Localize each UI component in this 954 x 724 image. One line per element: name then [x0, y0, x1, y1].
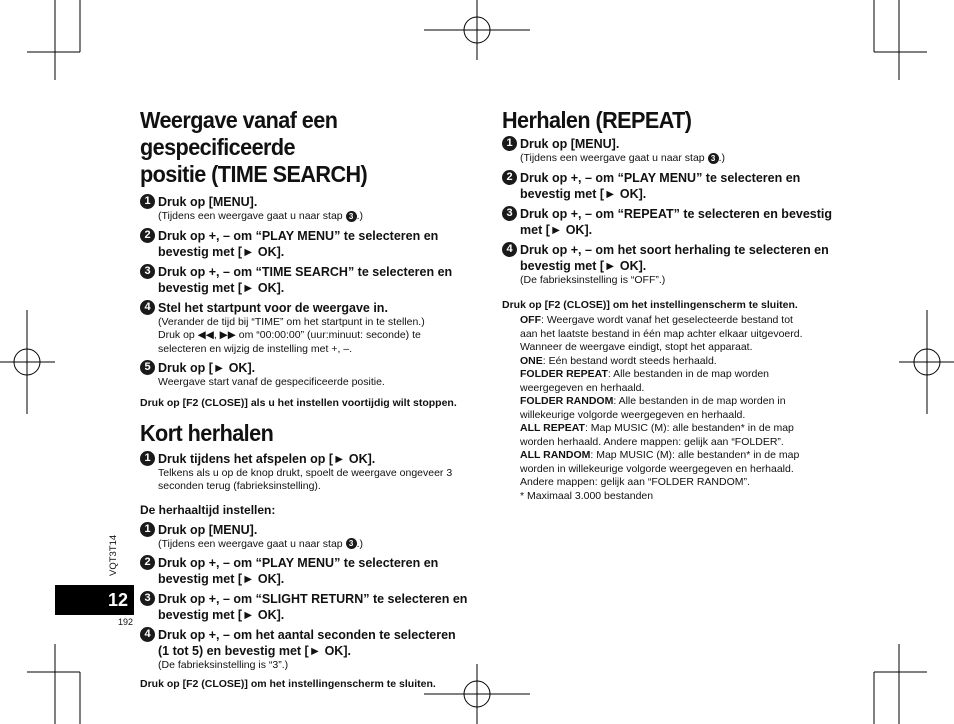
step-number: 1	[140, 194, 155, 209]
rp-step-4	[502, 242, 854, 288]
step-number: 1	[140, 451, 155, 466]
step-title: Druk op [► OK].	[158, 361, 256, 375]
step-number: 2	[502, 170, 517, 185]
step-title: Druk op +, – om “PLAY MENU” te selecteren en bevestig met [► OK].	[158, 556, 439, 586]
rt-step-4	[140, 627, 490, 673]
rt-step-1	[140, 522, 490, 552]
page-tab	[55, 585, 134, 615]
step-title: Druk op [MENU].	[520, 137, 620, 151]
option-folder-repeat: FOLDER REPEAT: Alle bestanden in de map worden weergegeven en herhaald.	[520, 368, 770, 394]
step-note: (Tijdens een weergave gaat u naar stap 3 .)	[158, 210, 363, 222]
title-line-1: Weergave vanaf een gespecificeerde	[140, 107, 338, 160]
footnote: * Maximaal 3.000 bestanden	[520, 489, 654, 502]
step-number: 1	[502, 136, 517, 151]
step-number: 2	[140, 555, 155, 570]
repeat-options	[502, 314, 854, 503]
rp-step-3	[502, 206, 854, 238]
rp-step-2	[502, 170, 854, 202]
page-number: 192	[118, 617, 134, 627]
step-number: 3	[502, 206, 517, 221]
step-ref-icon: 3	[708, 153, 719, 164]
step-title: Druk op [MENU].	[158, 522, 258, 537]
step-note: (De fabrieksinstelling is “3”.)	[158, 659, 289, 671]
step-number: 3	[140, 591, 155, 606]
step-number: 5	[140, 360, 155, 375]
step-note: Weergave start vanaf de gespecificeerde positie.	[158, 376, 385, 388]
option-off: OFF: Weergave wordt vanaf het geselecteerde bestand tot aan het laatste bestand in één map achter elkaar uitgevoerd. Wanneer de weergave eindigt, stopt het apparaat.	[520, 314, 803, 353]
step-title: Druk op +, – om “TIME SEARCH” te selecteren en bevestig met [► OK].	[158, 264, 453, 295]
time-search-title	[140, 107, 469, 188]
step-number: 3	[140, 264, 155, 279]
step-ref-icon: 3	[346, 538, 357, 549]
rt-step-3	[140, 591, 490, 623]
kort-herhalen-title: Kort herhalen	[140, 419, 274, 446]
close-note: Druk op [F2 (CLOSE)] om het instellingenscherm te sluiten.	[140, 677, 436, 690]
step-title: Druk op +, – om “REPEAT” te selecteren en bevestig met [► OK].	[520, 206, 833, 237]
step-number: 2	[140, 228, 155, 243]
step-title: Druk op +, – om het soort herhaling te selecteren en bevestig met [► OK].	[520, 242, 829, 273]
option-folder-random: FOLDER RANDOM: Alle bestanden in de map worden in willekeurige volgorde weergegeven en herhaald.	[520, 395, 786, 421]
step-ref-icon: 3	[346, 211, 357, 222]
ts-step-1	[140, 194, 490, 224]
step-title: Druk op [MENU].	[158, 195, 258, 209]
step-note: (De fabrieksinstelling is “OFF”.)	[520, 273, 666, 286]
ts-step-3	[140, 264, 490, 296]
rt-step-2	[140, 555, 490, 587]
step-title: Druk op +, – om “SLIGHT RETURN” te selecteren en bevestig met [► OK].	[158, 592, 468, 622]
tab-number: 12	[107, 590, 128, 610]
repeat-title: Herhalen (REPEAT)	[502, 107, 692, 133]
option-one: ONE: Eén bestand wordt steeds herhaald.	[520, 354, 717, 367]
step-number: 4	[140, 300, 155, 315]
step-title: Druk op +, – om het aantal seconden te selecteren (1 tot 5) en bevestig met [► OK].	[158, 628, 456, 658]
rp-step-1	[502, 136, 854, 166]
title-line-2: positie (TIME SEARCH)	[140, 161, 368, 187]
step-number: 4	[140, 627, 155, 642]
step-title: Druk op +, – om “PLAY MENU” te selecteren en bevestig met [► OK].	[520, 170, 801, 201]
step-title: Druk tijdens het afspelen op [► OK].	[158, 451, 376, 466]
step-note: (Verander de tijd bij “TIME” om het startpunt in te stellen.) Druk op ◀◀, ▶▶ om “00:00:00” (uur:minuut: seconde) te selecteren en wijzig de instelling met +, –.	[158, 315, 425, 355]
stop-note: Druk op [F2 (CLOSE)] als u het instellen voortijdig wilt stoppen.	[140, 396, 457, 409]
step-note: (Tijdens een weergave gaat u naar stap 3 .)	[520, 152, 725, 164]
option-all-repeat: ALL REPEAT: Map MUSIC (M): alle bestanden* in de map worden herhaald. Andere mappen: gelijk aan “FOLDER”.	[520, 422, 794, 448]
right-column	[502, 107, 854, 503]
step-note: (Tijdens een weergave gaat u naar stap 3 .)	[158, 537, 363, 550]
step-number: 4	[502, 242, 517, 257]
ts-step-4	[140, 300, 490, 357]
step-number: 1	[140, 522, 155, 537]
close-note: Druk op [F2 (CLOSE)] om het instellingenscherm te sluiten.	[502, 299, 798, 311]
step-title: Stel het startpunt voor de weergave in.	[158, 300, 388, 315]
step-note: Telkens als u op de knop drukt, spoelt de weergave ongeveer 3 seconden terug (fabrieksinstelling).	[158, 466, 453, 492]
option-all-random: ALL RANDOM: Map MUSIC (M): alle bestanden* in de map worden in willekeurige volgorde weergegeven en herhaald. Andere mappen: gelijk aan “FOLDER RANDOM”.	[520, 449, 800, 488]
subheading: De herhaaltijd instellen:	[140, 502, 276, 517]
kort-step-1	[140, 451, 490, 494]
left-column	[140, 107, 490, 691]
doc-code: VQT3T14	[108, 534, 119, 576]
step-title: Druk op +, – om “PLAY MENU” te selecteren en bevestig met [► OK].	[158, 228, 439, 259]
ts-step-5	[140, 360, 490, 390]
ts-step-2	[140, 228, 490, 260]
